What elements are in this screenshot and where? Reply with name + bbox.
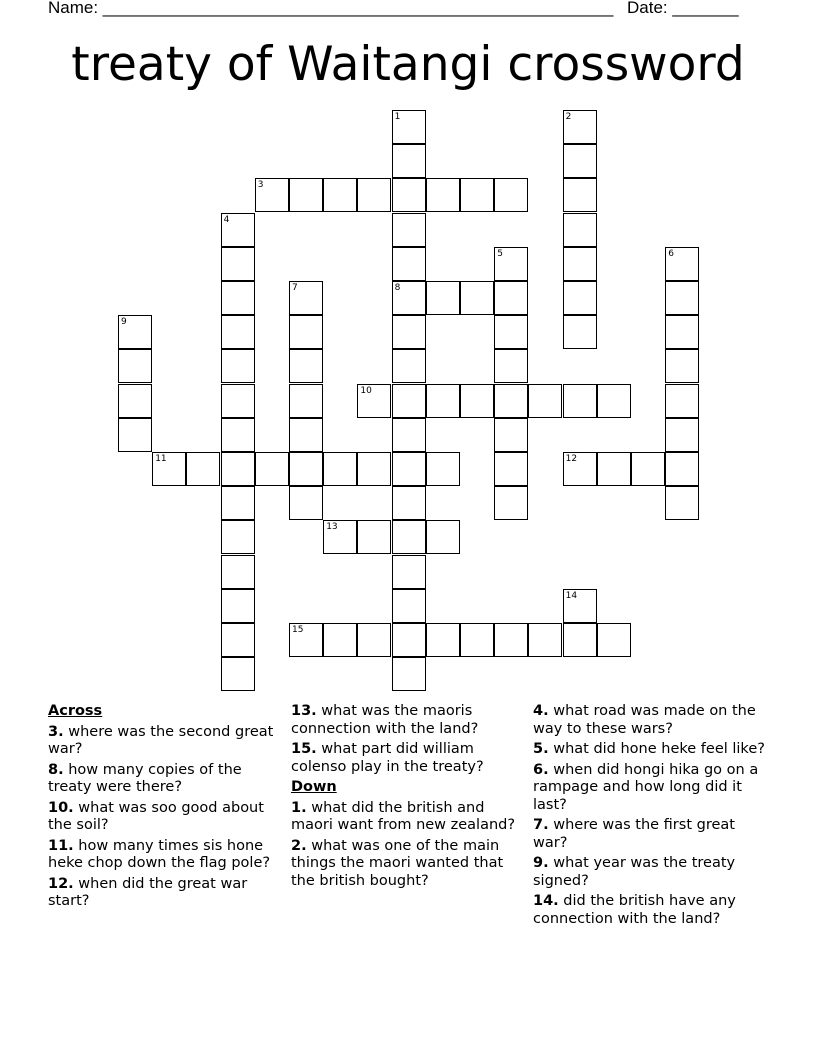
clue-number: 11. bbox=[48, 837, 74, 854]
clue-number: 3. bbox=[48, 723, 64, 740]
crossword-cell[interactable] bbox=[426, 452, 460, 486]
clue-text: what was one of the main things the maori wanted that the british bought? bbox=[291, 837, 504, 889]
clue-across-10 bbox=[48, 800, 278, 835]
cell-number: 7 bbox=[292, 283, 298, 293]
cell-number: 10 bbox=[360, 385, 372, 396]
crossword-cell[interactable] bbox=[221, 555, 255, 589]
crossword-cell[interactable] bbox=[563, 110, 597, 144]
crossword-cell[interactable] bbox=[426, 281, 460, 315]
crossword-cell[interactable] bbox=[221, 315, 255, 349]
crossword-cell[interactable] bbox=[563, 178, 597, 212]
clue-column-2 bbox=[291, 703, 521, 893]
crossword-cell[interactable] bbox=[665, 452, 699, 486]
cell-number: 6 bbox=[668, 248, 674, 259]
clue-text: what did hone heke feel like? bbox=[553, 741, 765, 757]
crossword-cell[interactable] bbox=[563, 247, 597, 281]
cell-number: 2 bbox=[565, 112, 572, 122]
clue-number: 8. bbox=[48, 761, 64, 778]
clue-across-11 bbox=[48, 838, 278, 873]
crossword-cell[interactable] bbox=[392, 418, 426, 452]
crossword-cell[interactable] bbox=[392, 213, 426, 247]
clue-text: did the british have any connection with the land? bbox=[533, 893, 736, 927]
crossword-cell[interactable] bbox=[563, 315, 597, 349]
crossword-cell[interactable] bbox=[460, 623, 494, 657]
crossword-cell[interactable] bbox=[357, 178, 391, 212]
clue-across-12 bbox=[48, 876, 278, 911]
crossword-cell[interactable] bbox=[426, 384, 460, 418]
crossword-cell[interactable] bbox=[563, 623, 597, 657]
clue-down-1 bbox=[291, 800, 521, 835]
crossword-cell[interactable] bbox=[323, 452, 357, 486]
crossword-cell[interactable] bbox=[392, 555, 426, 589]
crossword-cell[interactable] bbox=[597, 452, 631, 486]
clue-down-2 bbox=[291, 838, 521, 891]
crossword-cell[interactable] bbox=[221, 281, 255, 315]
crossword-cell[interactable] bbox=[460, 384, 494, 418]
crossword-cell[interactable] bbox=[494, 418, 528, 452]
crossword-cell[interactable] bbox=[221, 452, 255, 486]
crossword-cell[interactable] bbox=[392, 178, 426, 212]
crossword-cell[interactable] bbox=[186, 452, 220, 486]
clue-across-15 bbox=[291, 741, 521, 776]
crossword-cell[interactable] bbox=[494, 178, 528, 212]
clue-across-8 bbox=[48, 762, 278, 797]
clue-column-3 bbox=[533, 703, 769, 931]
clue-number: 6. bbox=[533, 761, 549, 778]
crossword-cell[interactable] bbox=[392, 520, 426, 554]
clue-number: 13. bbox=[291, 703, 317, 719]
clue-text: where was the second great war? bbox=[48, 723, 274, 757]
clue-text: where was the first great war? bbox=[533, 817, 735, 851]
cell-number: 4 bbox=[223, 214, 230, 225]
crossword-cell[interactable] bbox=[665, 349, 699, 383]
crossword-cell[interactable] bbox=[323, 520, 357, 554]
crossword-cell[interactable] bbox=[563, 281, 597, 315]
cell-number: 3 bbox=[257, 180, 264, 191]
cell-number: 14 bbox=[565, 590, 578, 601]
crossword-cell[interactable] bbox=[357, 520, 391, 554]
crossword-cell[interactable] bbox=[426, 623, 460, 657]
crossword-cell[interactable] bbox=[494, 452, 528, 486]
crossword-cell[interactable] bbox=[597, 384, 631, 418]
clue-down-9 bbox=[533, 855, 769, 890]
clue-number: 15. bbox=[291, 741, 317, 757]
clue-across-3 bbox=[48, 724, 278, 759]
crossword-cell[interactable] bbox=[118, 315, 152, 349]
crossword-cell[interactable] bbox=[289, 315, 323, 349]
crossword-cell[interactable] bbox=[460, 178, 494, 212]
crossword-cell[interactable] bbox=[118, 418, 152, 452]
cell-number: 9 bbox=[121, 317, 127, 328]
cell-number: 13 bbox=[326, 522, 338, 533]
crossword-cell[interactable] bbox=[357, 384, 391, 418]
crossword-cell[interactable] bbox=[665, 384, 699, 418]
crossword-cell[interactable] bbox=[392, 623, 426, 657]
crossword-cell[interactable] bbox=[221, 623, 255, 657]
crossword-cell[interactable] bbox=[494, 384, 528, 418]
clue-down-4 bbox=[533, 703, 769, 738]
crossword-cell[interactable] bbox=[357, 623, 391, 657]
crossword-cell[interactable] bbox=[392, 486, 426, 520]
crossword-cell[interactable] bbox=[665, 281, 699, 315]
crossword-cell[interactable] bbox=[563, 384, 597, 418]
crossword-cell[interactable] bbox=[221, 486, 255, 520]
crossword-cell[interactable] bbox=[563, 589, 597, 623]
crossword-cell[interactable] bbox=[392, 657, 426, 691]
crossword-cell[interactable] bbox=[392, 315, 426, 349]
clue-text: how many times sis hone heke chop down the flag pole? bbox=[48, 837, 271, 871]
clue-number: 7. bbox=[533, 817, 549, 833]
crossword-cell[interactable] bbox=[665, 247, 699, 281]
clue-text: when did hongi hika go on a rampage and how long did it last? bbox=[533, 761, 759, 813]
crossword-cell[interactable] bbox=[426, 520, 460, 554]
crossword-cell[interactable] bbox=[392, 144, 426, 178]
crossword-cell[interactable] bbox=[563, 452, 597, 486]
clue-down-14 bbox=[533, 893, 769, 928]
clue-text: how many copies of the treaty were there? bbox=[48, 761, 242, 795]
clue-number: 14. bbox=[533, 893, 559, 909]
crossword-cell[interactable] bbox=[665, 486, 699, 520]
crossword-cell[interactable] bbox=[392, 384, 426, 418]
clue-down-5 bbox=[533, 741, 769, 759]
crossword-cell[interactable] bbox=[221, 349, 255, 383]
clue-number: 9. bbox=[533, 855, 549, 871]
cell-number: 5 bbox=[497, 248, 503, 259]
cell-number: 15 bbox=[292, 625, 304, 635]
crossword-cell[interactable] bbox=[392, 452, 426, 486]
crossword-cell[interactable] bbox=[528, 384, 562, 418]
crossword-cell[interactable] bbox=[357, 452, 391, 486]
crossword-cell[interactable] bbox=[426, 178, 460, 212]
crossword-cell[interactable] bbox=[392, 110, 426, 144]
crossword-cell[interactable] bbox=[631, 452, 665, 486]
cell-number: 1 bbox=[394, 112, 401, 122]
across-heading: Across bbox=[48, 703, 103, 719]
crossword-cell[interactable] bbox=[494, 281, 528, 315]
crossword-cell[interactable] bbox=[118, 349, 152, 383]
crossword-cell[interactable] bbox=[289, 178, 323, 212]
clue-text: what part did william colenso play in the treaty? bbox=[291, 741, 484, 775]
clue-text: what did the british and maori want from new zealand? bbox=[291, 799, 516, 833]
crossword-cell[interactable] bbox=[494, 315, 528, 349]
crossword-cell[interactable] bbox=[563, 144, 597, 178]
crossword-cell[interactable] bbox=[289, 349, 323, 383]
down-heading: Down bbox=[291, 779, 337, 795]
crossword-cell[interactable] bbox=[221, 384, 255, 418]
clue-text: what road was made on the way to these wars? bbox=[533, 703, 756, 737]
crossword-cell[interactable] bbox=[221, 520, 255, 554]
crossword-cell[interactable] bbox=[221, 247, 255, 281]
crossword-cell[interactable] bbox=[289, 384, 323, 418]
crossword-cell[interactable] bbox=[392, 281, 426, 315]
crossword-cell[interactable] bbox=[392, 589, 426, 623]
crossword-cell[interactable] bbox=[323, 623, 357, 657]
crossword-cell[interactable] bbox=[255, 178, 289, 212]
crossword-cell[interactable] bbox=[289, 623, 323, 657]
cell-number: 8 bbox=[394, 283, 401, 293]
date-field-label: Date: _______ bbox=[627, 0, 739, 17]
crossword-cell[interactable] bbox=[221, 589, 255, 623]
crossword-cell[interactable] bbox=[221, 213, 255, 247]
name-field-label: Name: ______________________________________________________ bbox=[48, 0, 614, 17]
crossword-cell[interactable] bbox=[460, 281, 494, 315]
clue-across-13 bbox=[291, 703, 521, 738]
crossword-cell[interactable] bbox=[289, 452, 323, 486]
crossword-cell[interactable] bbox=[597, 623, 631, 657]
crossword-cell[interactable] bbox=[528, 623, 562, 657]
crossword-cell[interactable] bbox=[392, 247, 426, 281]
clue-number: 1. bbox=[291, 799, 307, 816]
crossword-cell[interactable] bbox=[665, 315, 699, 349]
crossword-cell[interactable] bbox=[494, 247, 528, 281]
crossword-cell[interactable] bbox=[118, 384, 152, 418]
clue-text: what was soo good about the soil? bbox=[48, 799, 264, 833]
crossword-cell[interactable] bbox=[323, 178, 357, 212]
crossword-cell[interactable] bbox=[289, 486, 323, 520]
cell-number: 12 bbox=[565, 454, 578, 464]
clue-number: 2. bbox=[291, 837, 307, 854]
clue-column-1 bbox=[48, 703, 278, 914]
crossword-cell[interactable] bbox=[289, 281, 323, 315]
crossword-cell[interactable] bbox=[221, 657, 255, 691]
clue-number: 4. bbox=[533, 703, 549, 719]
page-title: treaty of Waitangi crossword bbox=[71, 37, 745, 92]
clue-number: 5. bbox=[533, 741, 549, 757]
cell-number: 11 bbox=[155, 454, 167, 464]
clue-text: what was the maoris connection with the land? bbox=[291, 703, 479, 737]
crossword-cell[interactable] bbox=[665, 418, 699, 452]
crossword-cell[interactable] bbox=[494, 623, 528, 657]
crossword-cell[interactable] bbox=[221, 418, 255, 452]
crossword-cell[interactable] bbox=[494, 486, 528, 520]
clue-down-6 bbox=[533, 762, 769, 815]
clue-number: 10. bbox=[48, 799, 74, 816]
crossword-cell[interactable] bbox=[494, 349, 528, 383]
clue-text: what year was the treaty signed? bbox=[533, 855, 736, 889]
crossword-cell[interactable] bbox=[563, 213, 597, 247]
clue-down-7 bbox=[533, 817, 769, 852]
crossword-cell[interactable] bbox=[392, 349, 426, 383]
clue-number: 12. bbox=[48, 875, 74, 892]
clue-text: when did the great war start? bbox=[48, 875, 248, 909]
crossword-cell[interactable] bbox=[289, 418, 323, 452]
crossword-cell[interactable] bbox=[152, 452, 186, 486]
crossword-cell[interactable] bbox=[255, 452, 289, 486]
